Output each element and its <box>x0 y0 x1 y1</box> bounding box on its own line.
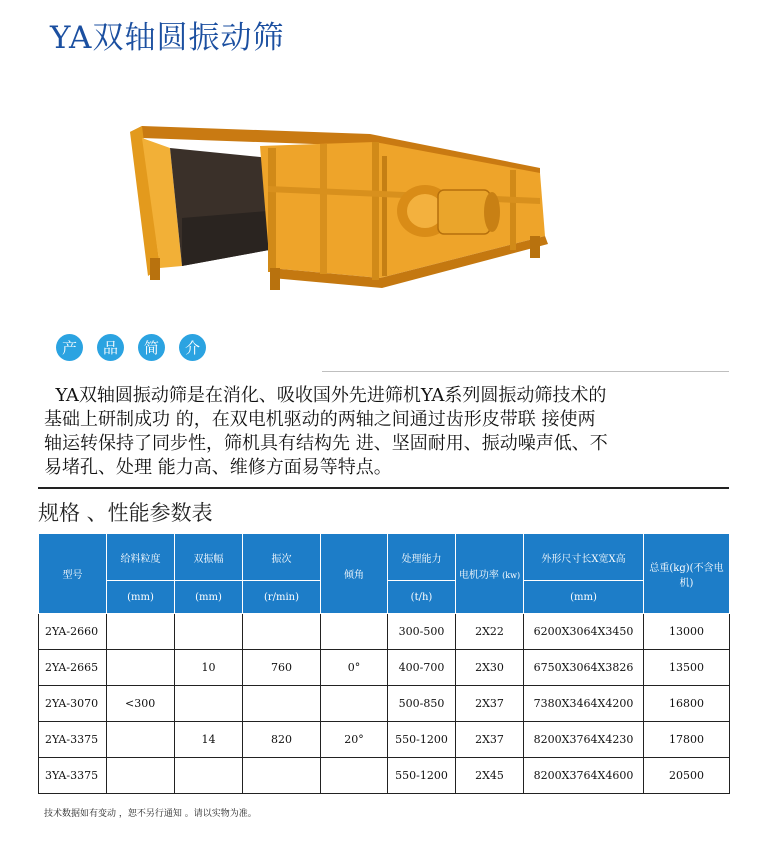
footnote: 技术数据如有变动 ，恕不另行通知 。请以实物为准。 <box>44 809 257 819</box>
product-image <box>120 118 550 298</box>
cell-amplitude <box>175 686 243 722</box>
cell-angle: 20° <box>321 722 388 758</box>
header-model: 型号 <box>39 534 107 614</box>
cell-dims: 6750X3064X3826 <box>524 650 644 686</box>
divider <box>322 371 729 372</box>
cell-dims: 6200X3064X3450 <box>524 614 644 650</box>
cell-power: 2X37 <box>456 722 524 758</box>
cell-amplitude <box>175 614 243 650</box>
header-capacity: 处理能力 <box>388 534 456 581</box>
intro-line: YA双轴圆振动筛是在消化、吸收国外先进筛机YA系列圆振动筛技术的 <box>44 385 607 406</box>
section-divider <box>38 487 729 489</box>
cell-dims: 8200X3764X4230 <box>524 722 644 758</box>
cell-power: 2X37 <box>456 686 524 722</box>
cell-model: 3YA-3375 <box>39 758 107 794</box>
cell-frequency: 760 <box>243 650 321 686</box>
cell-angle: 0° <box>321 650 388 686</box>
intro-badge: 介 <box>179 334 206 361</box>
header-dims: 外形尺寸长X宽X高 <box>524 534 644 581</box>
cell-amplitude <box>175 758 243 794</box>
header-frequency: 振次 <box>243 534 321 581</box>
cell-dims: 8200X3764X4600 <box>524 758 644 794</box>
intro-line: 轴运转保持了同步性，筛机具有结构先 进、坚固耐用、振动噪声低、不 <box>44 433 608 454</box>
cell-amplitude: 10 <box>175 650 243 686</box>
cell-frequency <box>243 686 321 722</box>
intro-paragraph <box>44 384 734 480</box>
cell-weight: 16800 <box>644 686 730 722</box>
table-row <box>39 722 730 758</box>
cell-angle <box>321 686 388 722</box>
unit-capacity: (t/h) <box>388 581 456 614</box>
header-amplitude: 双振幅 <box>175 534 243 581</box>
table-row <box>39 614 730 650</box>
header-power <box>456 534 524 614</box>
cell-feed <box>107 758 175 794</box>
cell-dims: 7380X3464X4200 <box>524 686 644 722</box>
header-feed: 给料粒度 <box>107 534 175 581</box>
table-row <box>39 758 730 794</box>
cell-model: 2YA-2665 <box>39 650 107 686</box>
header-angle: 倾角 <box>321 534 388 614</box>
cell-model: 2YA-3070 <box>39 686 107 722</box>
header-power-label: 电机功率 <box>458 570 499 581</box>
cell-feed <box>107 722 175 758</box>
cell-frequency <box>243 758 321 794</box>
cell-feed <box>107 650 175 686</box>
header-power-unit: (kw) <box>502 571 521 580</box>
cell-capacity: 500-850 <box>388 686 456 722</box>
cell-model: 2YA-3375 <box>39 722 107 758</box>
table-row <box>39 686 730 722</box>
cell-frequency: 820 <box>243 722 321 758</box>
intro-badge: 品 <box>97 334 124 361</box>
cell-frequency <box>243 614 321 650</box>
cell-power: 2X22 <box>456 614 524 650</box>
cell-weight: 17800 <box>644 722 730 758</box>
table-row <box>39 650 730 686</box>
page-title: YA双轴圆振动筛 <box>50 20 285 56</box>
intro-badge: 产 <box>56 334 83 361</box>
cell-weight: 13000 <box>644 614 730 650</box>
unit-frequency: (r/min) <box>243 581 321 614</box>
cell-feed: <300 <box>107 686 175 722</box>
header-weight: 总重(kg)(不含电机) <box>644 534 730 614</box>
cell-capacity: 550-1200 <box>388 722 456 758</box>
spec-table <box>38 533 730 794</box>
cell-amplitude: 14 <box>175 722 243 758</box>
cell-weight: 13500 <box>644 650 730 686</box>
cell-capacity: 300-500 <box>388 614 456 650</box>
cell-power: 2X45 <box>456 758 524 794</box>
unit-feed: (mm) <box>107 581 175 614</box>
unit-dims: (mm) <box>524 581 644 614</box>
unit-amplitude: (mm) <box>175 581 243 614</box>
cell-weight: 20500 <box>644 758 730 794</box>
cell-model: 2YA-2660 <box>39 614 107 650</box>
spec-section-title: 规格 、性能参数表 <box>38 501 213 525</box>
intro-line: 易堵孔、处理 能力高、维修方面易等特点。 <box>44 457 392 478</box>
cell-angle <box>321 614 388 650</box>
intro-line: 基础上研制成功 的，在双电机驱动的两轴之间通过齿形皮带联 接使两 <box>44 409 596 430</box>
intro-badge: 简 <box>138 334 165 361</box>
cell-capacity: 550-1200 <box>388 758 456 794</box>
cell-power: 2X30 <box>456 650 524 686</box>
cell-capacity: 400-700 <box>388 650 456 686</box>
intro-badges <box>56 334 206 361</box>
cell-feed <box>107 614 175 650</box>
cell-angle <box>321 758 388 794</box>
